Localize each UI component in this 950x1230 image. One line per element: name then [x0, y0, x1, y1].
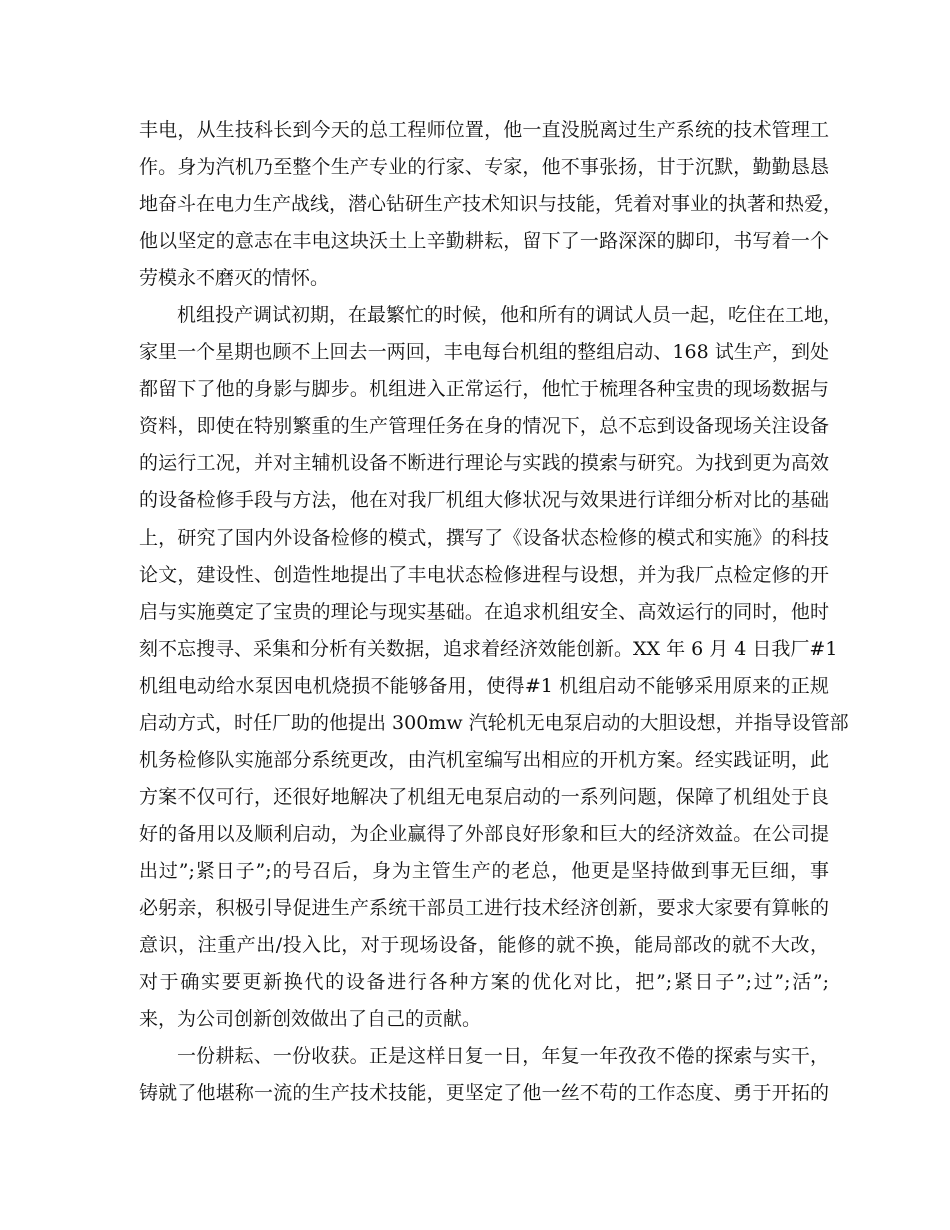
paragraph-3: [139, 1038, 829, 1112]
text-line: 机组电动给水泵因电机烧损不能够备用，使得#1 机组启动不能够采用原来的正规: [139, 674, 829, 697]
text-line: 意识，注重产出/投入比，对于现场设备，能修的就不换，能局部改的就不大改，: [139, 934, 829, 957]
text-line: 铸就了他堪称一流的生产技术技能，更坚定了他一丝不苟的工作态度、勇于开拓的: [139, 1082, 829, 1105]
text-line: 机务检修队实施部分系统更改，由汽机室编写出相应的开机方案。经实践证明，此: [139, 748, 829, 771]
text-line: 作。身为汽机乃至整个生产专业的行家、专家，他不事张扬，甘于沉默，勤勤恳恳: [139, 156, 829, 179]
text-line: 上，研究了国内外设备检修的模式，撰写了《设备状态检修的模式和实施》的科技: [139, 526, 829, 549]
text-line: 劳模永不磨灭的情怀。: [139, 267, 330, 290]
text-line: 机组投产调试初期，在最繁忙的时候，他和所有的调试人员一起，吃住在工地，: [177, 304, 843, 327]
text-line: 的设备检修手段与方法，他在对我厂机组大修状况与效果进行详细分析对比的基础: [139, 489, 829, 512]
text-line: 他以坚定的意志在丰电这块沃土上辛勤耕耘，留下了一路深深的脚印，书写着一个: [139, 230, 829, 253]
body-text: [139, 112, 849, 1112]
text-line: 的运行工况，并对主辅机设备不断进行理论与实践的摸索与研究。为找到更为高效: [139, 452, 829, 475]
text-line: 出过”;紧日子”;的号召后，身为主管生产的老总，他更是坚持做到事无巨细，事: [139, 859, 829, 882]
text-line: 丰电，从生技科长到今天的总工程师位置，他一直没脱离过生产系统的技术管理工: [139, 119, 829, 141]
text-line: 资料，即使在特别繁重的生产管理任务在身的情况下，总不忘到设备现场关注设备: [139, 415, 829, 438]
text-line: 好的备用以及顺利启动，为企业赢得了外部良好形象和巨大的经济效益。在公司提: [139, 822, 829, 845]
text-line: 论文，建设性、创造性地提出了丰电状态检修进程与设想，并为我厂点检定修的开: [139, 563, 829, 586]
text-line: 对于确实要更新换代的设备进行各种方案的优化对比，把”;紧日子”;过”;活”;: [139, 971, 829, 994]
text-line: 地奋斗在电力生产战线，潜心钻研生产技术知识与技能，凭着对事业的执著和热爱，: [139, 193, 843, 216]
paragraph-2: [139, 297, 849, 1038]
text-line: 方案不仅可行，还很好地解决了机组无电泵启动的一系列问题，保障了机组处于良: [139, 785, 829, 808]
text-line: 启动方式，时任厂助的他提出 300mw 汽轮机无电泵启动的大胆设想，并指导设管部: [139, 711, 849, 734]
text-line: 来，为公司创新创效做出了自己的贡献。: [139, 1008, 482, 1031]
paragraph-1: [139, 112, 843, 297]
text-line: 启与实施奠定了宝贵的理论与现实基础。在追求机组安全、高效运行的同时，他时: [139, 600, 829, 623]
text-line: 家里一个星期也顾不上回去一两回，丰电每台机组的整组启动、168 试生产，到处: [139, 341, 829, 364]
text-line: 一份耕耘、一份收获。正是这样日复一日，年复一年孜孜不倦的探索与实干，: [177, 1045, 829, 1068]
text-line: 都留下了他的身影与脚步。机组进入正常运行，他忙于梳理各种宝贵的现场数据与: [139, 378, 829, 401]
text-line: 必躬亲，积极引导促进生产系统干部员工进行技术经济创新，要求大家要有算帐的: [139, 896, 829, 919]
text-line: 刻不忘搜寻、采集和分析有关数据，追求着经济效能创新。XX 年 6 月 4 日我厂#1: [139, 637, 838, 660]
